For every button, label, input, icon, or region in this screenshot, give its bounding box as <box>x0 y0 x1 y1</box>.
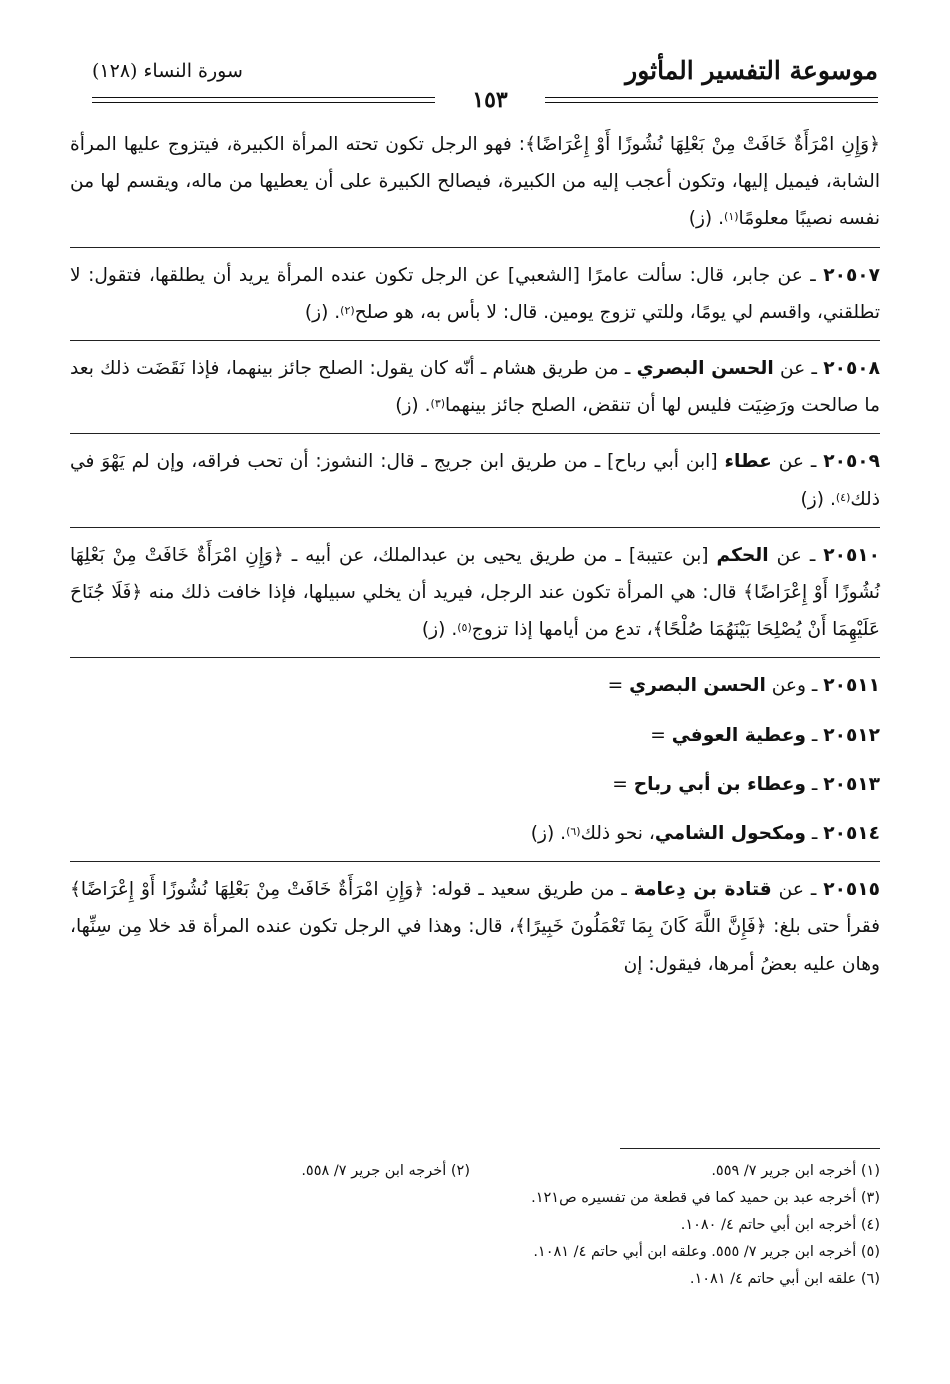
entry-divider <box>70 433 880 434</box>
entry-tail: . (ز) <box>421 619 458 641</box>
entry-text: ـ من طريق هشام ـ أنّه كان يقول: الصلح جائز بينهما، فإذا نَقَضَت ذلك بعد ما صالحت ورَضِيَت فليس لها أن تنقض، الصلح جائز بينهما <box>70 358 880 417</box>
entry-paragraph <box>70 126 880 238</box>
narrator-name: الحكم <box>716 544 769 566</box>
entry-text: [ابن أبي رباح] ـ من طريق ابن جريج ـ قال: النشوز: أن تحب فراقه، وإن لم يَهْوَ في ذلك <box>70 451 880 510</box>
entry-number: ٢٠٥١١ <box>823 675 880 697</box>
entry-number: ٢٠٥١٥ <box>823 879 880 901</box>
entry-divider <box>70 340 880 341</box>
entry-divider <box>70 247 880 248</box>
entry-text: = <box>607 675 630 697</box>
footnote-ref: (١) <box>724 210 739 224</box>
entry-tail: . (ز) <box>688 208 725 230</box>
page-number: ١٥٣ <box>435 86 545 114</box>
entry-tail: . (ز) <box>530 823 567 845</box>
footnote-ref: (٤) <box>835 490 851 504</box>
footnote-6: (٦) علقه ابن أبي حاتم ٤/ ١٠٨١. <box>689 1271 880 1287</box>
entry-paragraph <box>70 443 880 517</box>
entry-text: [بن عتيبة] ـ من طريق يحيى بن عبدالملك، عن أبيه ـ ﴿وَإِنِ امْرَأَةٌ خَافَتْ مِنْ بَعْلِهَا نُشُوزًا أَوْ إِعْرَاضًا﴾ قال: هي المرأة تكون عند الرجل، فيريد أن يخلي سبيلها، فإذا خافت ذلك منه ﴿فَلَا جُنَاحَ عَلَيْهِمَا أَنْ يُصْلِحَا بَيْنَهُمَا صُلْحًا﴾، تدع من أيامها إذا تزوج <box>70 544 880 641</box>
narrator-name: الحسن البصري <box>636 358 774 380</box>
entry-tail: . (ز) <box>395 395 431 417</box>
book-title: موسوعة التفسير المأثور <box>625 56 878 85</box>
entry-paragraph <box>70 766 880 803</box>
entry-prefix: ـ عن <box>768 544 824 566</box>
entry-text: ﴿وَإِنِ امْرَأَةٌ خَافَتْ مِنْ بَعْلِهَا نُشُوزًا أَوْ إِعْرَاضًا﴾: فهو الرجل تكون تحته المرأة الكبيرة، فيتزوج عليها المرأة الشابة، فيميل إليها، وتكون أعجب إليه من الكبيرة، فيصالح الكبيرة على أن يعطيها من ماله، ويقسم لها من نفسه نصيبًا معلومًا <box>70 134 880 230</box>
entry-paragraph <box>70 815 880 852</box>
footnote-ref: (٢) <box>340 303 355 317</box>
entry-text: ـ من طريق سعيد ـ قوله: ﴿وَإِنِ امْرَأَةٌ خَافَتْ مِنْ بَعْلِهَا نُشُوزًا أَوْ إِعْرَاضًا﴾ فقرأ حتى بلغ: ﴿فَإِنَّ اللَّهَ كَانَ بِمَا تَعْمَلُونَ خَبِيرًا﴾، قال: وهذا في الرجل تكون عنده المرأة قد خلا مِن سِنِّها، وهان عليه بعضُ أمرها، فيقول: إن <box>70 879 880 975</box>
entry-text: = <box>612 773 634 795</box>
main-text <box>70 126 880 992</box>
narrator-name: قتادة بن دِعامة <box>633 879 772 901</box>
entry-text: ـ عن جابر، قال: سألت عامرًا [الشعبي] عن الرجل تكون عنده المرأة يريد أن يطلقها، فتقول: لا تطلقني، واقسم لي يومًا، وللتي تزوج يومين. قال: لا بأس به، هو صلح <box>70 264 880 323</box>
footnote-2: (٢) أخرجه ابن جرير ٧/ ٥٥٨. <box>301 1163 470 1179</box>
narrator-name: ومكحول الشامي <box>654 823 806 845</box>
entry-prefix: ـ عن <box>771 451 824 473</box>
entry-number: ٢٠٥١٣ <box>823 773 880 795</box>
footnote-ref: (٣) <box>430 397 446 411</box>
footnotes-rule <box>620 1148 880 1149</box>
entry-number: ٢٠٥٠٩ <box>823 451 880 473</box>
entry-paragraph <box>70 350 880 424</box>
entry-paragraph <box>70 537 880 649</box>
entry-number: ٢٠٥٠٧ <box>823 264 880 286</box>
entry-paragraph <box>70 257 880 331</box>
entry-tail: . (ز) <box>800 488 836 510</box>
entry-prefix: ـ <box>805 724 824 746</box>
entry-number: ٢٠٥٠٨ <box>823 358 880 380</box>
entry-text: = <box>650 724 672 746</box>
entry-paragraph <box>70 871 880 983</box>
entry-number: ٢٠٥١٠ <box>823 544 880 566</box>
entry-prefix: ـ <box>805 773 824 795</box>
footnote-4: (٤) أخرجه ابن أبي حاتم ٤/ ١٠٨٠. <box>680 1217 880 1233</box>
narrator-name: وعطاء بن أبي رباح <box>633 773 806 795</box>
entry-prefix: ـ عن <box>773 358 824 380</box>
entry-number: ٢٠٥١٤ <box>823 823 880 845</box>
entry-prefix: ـ <box>805 823 824 845</box>
entry-divider <box>70 657 880 658</box>
entry-prefix: ـ عن <box>771 879 824 901</box>
footnotes <box>90 1158 880 1293</box>
entry-divider <box>70 527 880 528</box>
entry-text: ، نحو ذلك <box>580 823 655 845</box>
footnote-3: (٣) أخرجه عبد بن حميد كما في قطعة من تفسيره ص١٢١. <box>531 1190 880 1206</box>
entry-number: ٢٠٥١٢ <box>823 724 880 746</box>
footnote-5: (٥) أخرجه ابن جرير ٧/ ٥٥٥. وعلقه ابن أبي حاتم ٤/ ١٠٨١. <box>533 1244 880 1260</box>
narrator-name: عطاء <box>724 451 772 473</box>
footnote-ref: (٥) <box>457 621 472 635</box>
narrator-name: الحسن البصري <box>629 675 766 697</box>
narrator-name: وعطية العوفي <box>671 724 806 746</box>
entry-paragraph <box>70 667 880 704</box>
entry-tail: . (ز) <box>304 301 341 323</box>
footnote-row <box>90 1158 880 1185</box>
entry-prefix: ـ وعن <box>765 675 824 697</box>
surah-label: سورة النساء (١٢٨) <box>92 60 243 82</box>
entry-paragraph <box>70 717 880 754</box>
entry-divider <box>70 861 880 862</box>
footnote-ref: (٦) <box>566 825 581 839</box>
footnote-1: (١) أخرجه ابن جرير ٧/ ٥٥٩. <box>711 1163 880 1179</box>
